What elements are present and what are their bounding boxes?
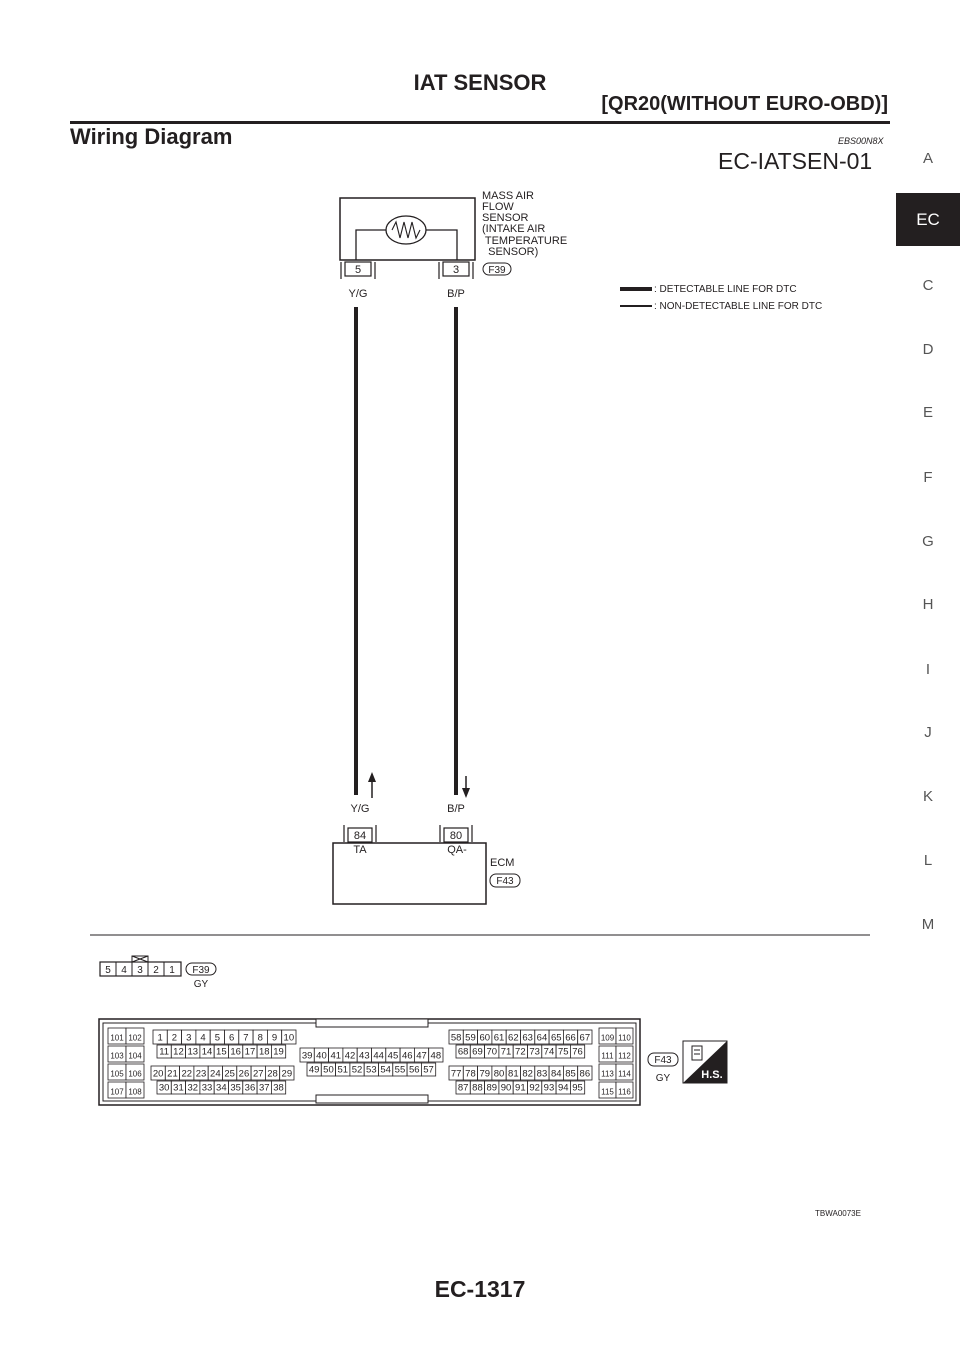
- f43-pin-label: 26: [238, 1068, 250, 1080]
- side-tab-l[interactable]: L: [923, 852, 933, 869]
- legend-non-detectable-text: : NON-DETECTABLE LINE FOR DTC: [654, 301, 823, 312]
- f43-pin-label: 103: [110, 1051, 124, 1061]
- f43-pin-label: 66: [565, 1032, 576, 1044]
- side-tab-i[interactable]: I: [925, 661, 931, 678]
- f43-pin-label: 15: [216, 1046, 227, 1058]
- f43-pin-label: 77: [450, 1068, 462, 1080]
- ecm-connector-id: F43: [496, 876, 514, 887]
- f39-id: F39: [192, 965, 210, 976]
- f43-pin-label: 11: [159, 1046, 170, 1058]
- side-tab-d[interactable]: D: [922, 341, 934, 358]
- sensor-label-2: FLOW: [482, 201, 514, 213]
- wire-color-top-yg: Y/G: [348, 288, 368, 300]
- section-title: Wiring Diagram: [70, 124, 233, 149]
- f43-pin-label: 71: [500, 1046, 512, 1058]
- f43-pin-label: 83: [536, 1068, 548, 1080]
- f39-pin-2: 2: [153, 965, 159, 976]
- f43-pin-label: 80: [493, 1068, 505, 1080]
- ecm-label: ECM: [490, 857, 515, 869]
- f43-pin-label: 68: [457, 1046, 469, 1058]
- f43-pin-label: 24: [210, 1068, 221, 1080]
- f43-pin-label: 90: [500, 1082, 512, 1094]
- sensor-label-6: SENSOR): [482, 246, 539, 258]
- f43-pin-label: 19: [273, 1046, 284, 1058]
- f43-pin-label: 110: [618, 1033, 631, 1043]
- f43-pin-label: 18: [258, 1046, 270, 1058]
- f43-pin-label: 22: [181, 1068, 193, 1080]
- f43-pin-label: 29: [281, 1068, 293, 1080]
- f43-pin-label: 47: [416, 1050, 427, 1062]
- f43-pin-label: 43: [359, 1050, 370, 1062]
- f43-pin-label: 63: [522, 1032, 533, 1044]
- f43-pin-label: 102: [128, 1033, 142, 1043]
- f39-pin-4: 4: [121, 965, 127, 976]
- f43-pin-label: 54: [380, 1064, 391, 1076]
- f43-pin-label: 25: [224, 1068, 235, 1080]
- side-tab-h[interactable]: H: [922, 596, 934, 613]
- ecm-pin-80: 80: [449, 830, 463, 842]
- f43-pin-label: 17: [244, 1046, 256, 1058]
- f43-pin-label: 32: [187, 1082, 199, 1094]
- f43-pin-label: 101: [110, 1033, 124, 1043]
- f43-pin-label: 64: [536, 1032, 548, 1044]
- signal-arrow-up-icon: [368, 772, 376, 782]
- f43-pin-label: 81: [508, 1068, 519, 1080]
- sensor-pin-3: 3: [452, 264, 460, 276]
- sensor-label-3: SENSOR: [482, 212, 529, 224]
- f43-pin-label: 27: [252, 1068, 264, 1080]
- f39-color: GY: [193, 979, 209, 990]
- f43-pin-label: 114: [618, 1069, 631, 1079]
- f43-pin-label: 23: [195, 1068, 207, 1080]
- f43-pin-label: 92: [529, 1082, 540, 1094]
- thermistor-zigzag: [392, 222, 420, 238]
- f43-pin-label: 95: [572, 1082, 583, 1094]
- sensor-label-4: (INTAKE AIR: [482, 223, 546, 235]
- side-tab-j[interactable]: J: [924, 724, 932, 741]
- f43-pin-label: 108: [128, 1087, 142, 1097]
- sensor-label-5: TEMPERATURE: [482, 235, 568, 247]
- f43-pin-label: 34: [216, 1082, 227, 1094]
- figure-code: TBWA0073E: [815, 1209, 861, 1218]
- f43-pin-label: 107: [110, 1087, 124, 1097]
- f39-pin-1: 1: [169, 965, 175, 976]
- f43-pin-label: 79: [479, 1068, 491, 1080]
- f43-pin-label: 51: [337, 1064, 349, 1076]
- f43-pin-label: 37: [258, 1082, 270, 1094]
- f43-pin-label: 72: [515, 1046, 526, 1058]
- f43-pin-label: 89: [486, 1082, 498, 1094]
- f43-pin-label: 88: [472, 1082, 483, 1094]
- f43-pin-label: 8: [257, 1032, 263, 1044]
- f43-pin-label: 46: [401, 1050, 413, 1062]
- f43-pin-label: 4: [200, 1032, 206, 1044]
- signal-arrow-down-icon: [462, 788, 470, 798]
- f43-pin-label: 73: [529, 1046, 540, 1058]
- ecm-signal-qa: QA-: [447, 844, 467, 856]
- f43-pin-label: 60: [479, 1032, 491, 1044]
- f43-pin-label: 94: [557, 1082, 569, 1094]
- f43-bottom-latch: [316, 1095, 428, 1103]
- f43-pin-label: 14: [201, 1046, 213, 1058]
- f43-pin-label: 75: [557, 1046, 569, 1058]
- f43-pin-label: 86: [579, 1068, 591, 1080]
- ecm-signal-ta: TA: [353, 844, 367, 856]
- f43-pin-label: 31: [173, 1082, 184, 1094]
- f43-pin-label: 53: [366, 1064, 377, 1076]
- side-tab-m[interactable]: M: [921, 916, 935, 933]
- f43-pin-label: 65: [550, 1032, 562, 1044]
- f43-pin-label: 41: [330, 1050, 342, 1062]
- f43-pin-label: 38: [273, 1082, 284, 1094]
- side-tab-ec[interactable]: EC: [896, 193, 960, 246]
- wire-color-bottom-yg: Y/G: [350, 803, 370, 815]
- f43-pin-label: 113: [601, 1069, 614, 1079]
- ecm-unit: [333, 843, 520, 904]
- f43-pin-label: 21: [167, 1068, 178, 1080]
- f43-pin-label: 93: [543, 1082, 555, 1094]
- f43-pin-label: 9: [271, 1032, 278, 1044]
- f43-pin-label: 56: [408, 1064, 420, 1076]
- f43-pin-label: 104: [128, 1051, 142, 1061]
- f43-pin-label: 42: [344, 1050, 356, 1062]
- f43-pin-label: 76: [572, 1046, 583, 1058]
- side-tab-f[interactable]: F: [923, 469, 933, 486]
- f43-pin-label: 28: [267, 1068, 278, 1080]
- f43-pin-label: 50: [323, 1064, 334, 1076]
- sensor-label-1: MASS AIR: [482, 190, 534, 202]
- mass-air-flow-sensor: [340, 190, 567, 260]
- f39-pin-3: 3: [137, 965, 143, 976]
- f43-pin-label: 111: [601, 1051, 614, 1061]
- f43-pin-label: 2: [171, 1032, 178, 1044]
- f43-pin-label: 16: [230, 1046, 241, 1058]
- side-tab-g[interactable]: G: [922, 533, 934, 550]
- f43-pin-label: 69: [472, 1046, 483, 1058]
- f43-pin-label: 57: [423, 1064, 434, 1076]
- hs-label: H.S.: [701, 1069, 723, 1081]
- f43-pin-label: 59: [465, 1032, 476, 1044]
- f43-pin-label: 106: [128, 1069, 142, 1079]
- f43-top-latch: [316, 1019, 428, 1027]
- f43-pin-label: 78: [465, 1068, 476, 1080]
- side-tab-e[interactable]: E: [922, 404, 933, 421]
- f43-pin-label: 61: [493, 1032, 505, 1044]
- f43-pin-label: 109: [600, 1033, 615, 1043]
- f43-pin-label: 20: [152, 1068, 164, 1080]
- wire-color-top-bp: B/P: [447, 288, 465, 300]
- sensor-pin-5: 5: [354, 264, 362, 276]
- ecm-pins: [344, 825, 472, 842]
- page-header-subtitle: [QR20(WITHOUT EURO-OBD)]: [601, 93, 888, 115]
- legend-detectable-text: : DETECTABLE LINE FOR DTC: [654, 284, 797, 295]
- f43-pin-label: 112: [618, 1051, 631, 1061]
- f43-pin-label: 74: [543, 1046, 555, 1058]
- wires: [356, 307, 470, 798]
- ecm-pin-84: 84: [353, 830, 367, 842]
- f39-pin-5: 5: [105, 965, 111, 976]
- sensor-pins: [341, 262, 511, 279]
- f43-pin-label: 87: [457, 1082, 469, 1094]
- f43-pin-label: 7: [243, 1032, 249, 1044]
- f43-pin-label: 70: [486, 1046, 498, 1058]
- f43-pin-label: 12: [173, 1046, 184, 1058]
- f43-pin-label: 36: [244, 1082, 256, 1094]
- side-tab-c[interactable]: C: [922, 277, 934, 294]
- f43-pin-label: 5: [214, 1032, 220, 1044]
- hs-symbol: [683, 1041, 727, 1083]
- f43-pin-label: 39: [301, 1050, 313, 1062]
- f43-pin-label: 3: [186, 1032, 192, 1044]
- f43-pin-label: 105: [110, 1069, 124, 1079]
- section-code: EBS00N8X: [838, 136, 884, 146]
- f43-pin-label: 62: [508, 1032, 519, 1044]
- f43-id: F43: [654, 1055, 672, 1066]
- f43-pin-label: 49: [308, 1064, 320, 1076]
- f43-pin-label: 10: [283, 1032, 295, 1044]
- side-tab-k[interactable]: K: [922, 788, 933, 805]
- page-header-title: IAT SENSOR: [413, 70, 547, 95]
- wire-color-bottom-bp: B/P: [447, 803, 465, 815]
- f43-pin-label: 84: [550, 1068, 562, 1080]
- f43-pin-label: 13: [187, 1046, 199, 1058]
- f43-pin-label: 45: [387, 1050, 399, 1062]
- f43-pin-label: 33: [201, 1082, 213, 1094]
- sensor-connector-id: F39: [488, 265, 506, 276]
- f43-pin-label: 67: [579, 1032, 591, 1044]
- f43-pin-label: 48: [430, 1050, 442, 1062]
- f43-pin-label: 1: [157, 1032, 163, 1044]
- f39-connector-face: [100, 956, 216, 990]
- f43-pin-label: 58: [450, 1032, 462, 1044]
- diagram-id: EC-IATSEN-01: [718, 148, 873, 174]
- f43-pin-label: 35: [230, 1082, 241, 1094]
- f43-pin-label: 52: [351, 1064, 363, 1076]
- legend: [620, 284, 822, 312]
- f43-pin-label: 40: [316, 1050, 327, 1062]
- f43-pin-label: 82: [522, 1068, 533, 1080]
- f43-pin-label: 44: [373, 1050, 384, 1062]
- f43-color: GY: [655, 1073, 671, 1084]
- f43-pin-label: 91: [515, 1082, 526, 1094]
- f43-pin-label: 55: [394, 1064, 406, 1076]
- f43-connector-face: [99, 1019, 678, 1105]
- f43-pin-label: 116: [618, 1087, 631, 1097]
- side-tab-a[interactable]: A: [922, 150, 933, 167]
- f43-pin-label: 30: [158, 1082, 170, 1094]
- f43-pin-label: 85: [565, 1068, 576, 1080]
- f43-pin-label: 115: [601, 1087, 614, 1097]
- page-number: EC-1317: [434, 1276, 526, 1302]
- f43-pin-label: 6: [229, 1032, 235, 1044]
